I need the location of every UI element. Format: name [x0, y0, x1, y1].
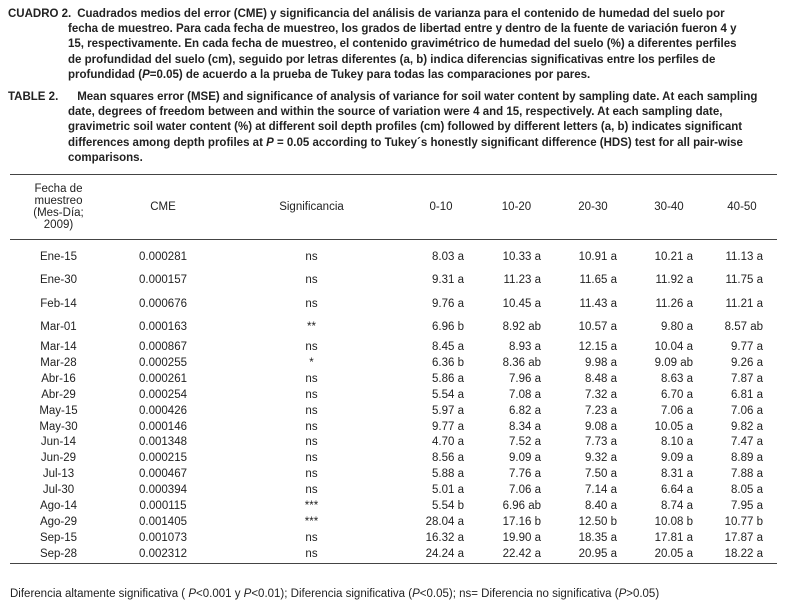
cell-depth-0-10: 5.01 a: [432, 484, 464, 497]
cell-significance: ns: [305, 452, 318, 465]
cell-depth-10-20: 7.08 a: [509, 388, 541, 401]
cell-depth-10-20: 10.45 a: [502, 297, 541, 310]
footnote: Diferencia altamente significativa ( P<0.001 y P<0.01); Diferencia significativa (P<0.05); ns= Diferencia no significativa (P>0.05): [10, 588, 660, 600]
caption-english-label: TABLE 2.: [8, 91, 59, 103]
cell-date: Mar-14: [40, 341, 77, 353]
cell-depth-20-30: 7.73 a: [585, 436, 617, 449]
cell-depth-30-40: 7.06 a: [661, 404, 693, 417]
cell-depth-40-50: 9.82 a: [731, 420, 763, 433]
cell-significance: ns: [305, 372, 318, 385]
cell-depth-10-20: 11.23 a: [503, 274, 541, 287]
caption-spanish-label: CUADRO 2.: [8, 8, 72, 20]
cell-depth-30-40: 11.92 a: [655, 274, 693, 287]
cell-cme: 0.000467: [139, 468, 187, 481]
table-header-row: [10, 175, 777, 240]
cell-depth-20-30: 9.08 a: [585, 420, 617, 433]
cell-depth-20-30: 8.48 a: [585, 372, 617, 385]
cell-date: May-15: [39, 404, 78, 417]
cell-depth-0-10: 6.36 b: [432, 356, 464, 369]
cell-significance: ns: [305, 297, 318, 310]
cell-depth-40-50: 7.88 a: [731, 468, 763, 481]
cell-significance: ***: [304, 500, 319, 513]
cell-depth-10-20: 10.33 a: [502, 250, 541, 263]
cell-cme: 0.000261: [139, 372, 187, 385]
cell-cme: 0.000676: [139, 297, 187, 310]
caption-english-line-1: Mean squares error (MSE) and significance of analysis of variance for soil water content by sampling date. At each sampling: [77, 91, 758, 103]
cell-cme: 0.000215: [139, 452, 187, 465]
cell-depth-40-50: 10.77 b: [724, 515, 763, 528]
cell-cme: 0.000115: [139, 500, 187, 513]
caption-english-line-2: date, degrees of freedom between and within the source of variation were 4 and 15, respectively. At each sampling date,: [68, 106, 723, 119]
cell-depth-0-10: 8.45 a: [432, 341, 464, 353]
cell-depth-40-50: 9.26 a: [731, 356, 763, 369]
cell-date: Jul-13: [42, 468, 75, 481]
caption-spanish-line-3: 15, respectivamente. En cada fecha de muestreo, el contenido gravimétrico de humedad del suelo (%) a diferentes perfiles: [68, 38, 737, 51]
cell-depth-30-40: 8.10 a: [661, 436, 693, 449]
cell-depth-40-50: 6.81 a: [731, 388, 763, 401]
cell-depth-30-40: 10.05 a: [654, 420, 693, 433]
cell-date: Jul-30: [42, 484, 75, 497]
cell-depth-30-40: 10.21 a: [654, 250, 693, 263]
header-depth-10-20: 10-20: [478, 175, 555, 240]
cell-cme: 0.001405: [139, 515, 187, 528]
cell-date: Jun-14: [40, 436, 77, 449]
header-significance: Significancia: [219, 175, 404, 240]
cell-depth-10-20: 8.93 a: [509, 341, 541, 353]
cell-depth-20-30: 7.23 a: [585, 404, 617, 417]
caption-english: [8, 90, 780, 166]
cell-depth-0-10: 5.86 a: [432, 372, 464, 385]
cell-significance: ns: [305, 341, 318, 353]
cell-depth-20-30: 9.98 a: [585, 356, 617, 369]
table-row: [10, 515, 777, 531]
cell-depth-40-50: 7.47 a: [731, 436, 763, 449]
cell-depth-0-10: 9.77 a: [432, 420, 464, 433]
caption-english-line-5: comparisons.: [68, 151, 143, 164]
caption-english-line-3: gravimetric soil water content (%) at different soil depth profiles (cm) followed by different letters (a, b) indicates significant: [68, 121, 743, 134]
cell-significance: ns: [305, 484, 318, 497]
cell-depth-10-20: 9.09 a: [509, 452, 541, 465]
header-date: Fecha de muestreo (Mes-Día; 2009): [10, 175, 107, 240]
cell-cme: 0.000281: [139, 250, 187, 263]
cell-significance: ns: [305, 388, 318, 401]
cell-date: Ago-29: [39, 515, 78, 528]
cell-significance: ns: [305, 436, 318, 449]
cell-depth-30-40: 20.05 a: [631, 547, 707, 563]
cell-depth-10-20: 8.36 ab: [502, 356, 541, 369]
cell-depth-40-50: 7.87 a: [731, 372, 763, 385]
cell-depth-20-30: 7.50 a: [585, 468, 617, 481]
cell-depth-10-20: 22.42 a: [478, 547, 555, 563]
cell-depth-20-30: 11.43 a: [579, 297, 617, 310]
table-row: [10, 420, 777, 436]
cell-cme: 0.000254: [139, 388, 187, 401]
cell-depth-20-30: 10.57 a: [578, 321, 617, 334]
table-row: [10, 547, 777, 563]
cell-depth-20-30: 18.35 a: [578, 531, 617, 544]
cell-date: Sep-28: [10, 547, 107, 563]
cell-significance: ns: [305, 250, 318, 263]
cell-cme: 0.000157: [139, 274, 187, 287]
cell-depth-10-20: 7.76 a: [509, 468, 541, 481]
cell-date: May-30: [39, 420, 78, 433]
cell-depth-20-30: 9.32 a: [585, 452, 617, 465]
cell-significance: ***: [304, 515, 319, 528]
cell-depth-30-40: 8.63 a: [661, 372, 693, 385]
table-row: [10, 240, 777, 270]
cell-depth-20-30: 7.32 a: [585, 388, 617, 401]
header-depth-30-40: 30-40: [631, 175, 707, 240]
cell-depth-20-30: 12.15 a: [578, 341, 617, 353]
cell-depth-40-50: 18.22 a: [707, 547, 777, 563]
cell-depth-30-40: 9.09 ab: [654, 356, 693, 369]
cell-depth-0-10: 5.54 a: [432, 388, 464, 401]
cell-date: Sep-15: [39, 531, 78, 544]
cell-depth-40-50: 11.21 a: [725, 297, 763, 310]
cell-depth-0-10: 8.03 a: [432, 250, 464, 263]
cell-depth-0-10: 5.88 a: [432, 468, 464, 481]
cell-depth-10-20: 7.52 a: [509, 436, 541, 449]
cell-depth-40-50: 7.06 a: [731, 404, 763, 417]
table-row: [10, 483, 777, 499]
cell-cme: 0.002312: [107, 547, 219, 563]
table-row: [10, 270, 777, 294]
table-row: [10, 499, 777, 515]
cell-depth-40-50: 9.77 a: [731, 341, 763, 353]
cell-depth-30-40: 9.09 a: [661, 452, 693, 465]
table-row: [10, 467, 777, 483]
cell-date: Abr-16: [41, 372, 76, 385]
cell-cme: 0.001073: [139, 531, 187, 544]
cell-cme: 0.000867: [139, 341, 187, 353]
cell-depth-0-10: 5.54 b: [432, 500, 464, 513]
cell-date: Ene-30: [39, 274, 78, 287]
cell-date: Ago-14: [39, 500, 78, 513]
cell-date: Feb-14: [40, 297, 77, 310]
cell-significance: ns: [305, 404, 318, 417]
caption-spanish-line-5: profundidad (P=0.05) de acuerdo a la prueba de Tukey para todas las comparaciones por pares.: [68, 68, 591, 81]
cell-depth-10-20: 8.34 a: [509, 420, 541, 433]
cell-depth-0-10: 5.97 a: [432, 404, 464, 417]
cell-depth-0-10: 9.31 a: [432, 274, 464, 287]
cell-depth-30-40: 9.80 a: [661, 321, 693, 334]
cell-depth-20-30: 11.65 a: [579, 274, 617, 287]
cell-depth-30-40: 11.26 a: [655, 297, 693, 310]
cell-depth-40-50: 7.95 a: [731, 500, 763, 513]
cell-significance: ns: [219, 547, 404, 563]
header-depth-40-50: 40-50: [707, 175, 777, 240]
cell-depth-10-20: 17.16 b: [502, 515, 541, 528]
cell-cme: 0.000394: [139, 484, 187, 497]
cell-depth-10-20: 8.92 ab: [502, 321, 541, 334]
cell-cme: 0.000426: [139, 404, 187, 417]
caption-english-line-4: differences among depth profiles at P = 0.05 according to Tukey´s honestly significant difference (HDS) test for all pair-wise: [68, 136, 743, 149]
cell-depth-20-30: 20.95 a: [555, 547, 631, 563]
cell-cme: 0.000163: [139, 321, 187, 334]
cell-depth-40-50: 17.87 a: [724, 531, 763, 544]
data-table: [10, 174, 777, 564]
cell-depth-30-40: 17.81 a: [654, 531, 693, 544]
cell-date: Mar-28: [40, 356, 77, 369]
table-row: [10, 317, 777, 341]
cell-date: Jun-29: [40, 452, 77, 465]
cell-depth-10-20: 7.96 a: [509, 372, 541, 385]
cell-depth-0-10: 8.56 a: [432, 452, 464, 465]
cell-depth-30-40: 6.64 a: [661, 484, 693, 497]
table-row: [10, 404, 777, 420]
cell-depth-40-50: 8.57 ab: [724, 321, 763, 334]
cell-depth-10-20: 19.90 a: [502, 531, 541, 544]
caption-spanish-line-1: Cuadrados medios del error (CME) y significancia del análisis de varianza para el contenido de humedad del suelo por: [77, 8, 725, 20]
cell-significance: **: [307, 321, 316, 334]
cell-significance: ns: [305, 420, 318, 433]
caption-spanish-line-4: de profundidad del suelo (cm), seguido por letras diferentes (a, b) indica diferencias significativas entre los perfiles de: [68, 53, 716, 66]
cell-significance: ns: [305, 468, 318, 481]
table-row: [10, 340, 777, 356]
table-row: [10, 356, 777, 372]
cell-significance: ns: [305, 274, 318, 287]
table-row: [10, 435, 777, 451]
cell-date: Mar-01: [40, 321, 77, 334]
header-cme: CME: [107, 175, 219, 240]
cell-depth-30-40: 6.70 a: [661, 388, 693, 401]
cell-cme: 0.000255: [139, 356, 187, 369]
cell-date: Ene-15: [39, 250, 78, 263]
header-depth-20-30: 20-30: [555, 175, 631, 240]
cell-date: Abr-29: [41, 388, 76, 401]
cell-depth-0-10: 24.24 a: [404, 547, 478, 563]
cell-significance: *: [309, 356, 314, 369]
table-row: [10, 293, 777, 317]
cell-depth-0-10: 6.96 b: [432, 321, 464, 334]
cell-depth-0-10: 28.04 a: [425, 515, 464, 528]
table-row: [10, 372, 777, 388]
cell-depth-20-30: 7.14 a: [585, 484, 617, 497]
cell-depth-40-50: 11.75 a: [725, 274, 763, 287]
cell-depth-30-40: 8.74 a: [661, 500, 693, 513]
caption-spanish: [8, 7, 780, 83]
cell-depth-0-10: 16.32 a: [425, 531, 464, 544]
cell-depth-30-40: 8.31 a: [661, 468, 693, 481]
cell-depth-10-20: 6.82 a: [509, 404, 541, 417]
cell-depth-0-10: 4.70 a: [432, 436, 464, 449]
cell-depth-20-30: 10.91 a: [578, 250, 617, 263]
cell-depth-30-40: 10.04 a: [654, 341, 693, 353]
table-row: [10, 388, 777, 404]
cell-depth-40-50: 8.89 a: [731, 452, 763, 465]
cell-depth-10-20: 7.06 a: [509, 484, 541, 497]
cell-depth-10-20: 6.96 ab: [502, 500, 541, 513]
cell-cme: 0.001348: [139, 436, 187, 449]
cell-depth-30-40: 10.08 b: [654, 515, 693, 528]
cell-depth-40-50: 11.13 a: [725, 250, 763, 263]
cell-depth-0-10: 9.76 a: [432, 297, 464, 310]
cell-depth-40-50: 8.05 a: [731, 484, 763, 497]
cell-significance: ns: [305, 531, 318, 544]
caption-spanish-line-2: fecha de muestreo. Para cada fecha de muestreo, los grados de libertad entre y dentro de la fuente de variación fueron 4 y: [68, 23, 737, 36]
table-row: [10, 451, 777, 467]
cell-depth-20-30: 8.40 a: [585, 500, 617, 513]
cell-depth-20-30: 12.50 b: [578, 515, 617, 528]
table-row: [10, 531, 777, 547]
cell-cme: 0.000146: [139, 420, 187, 433]
header-depth-0-10: 0-10: [404, 175, 478, 240]
